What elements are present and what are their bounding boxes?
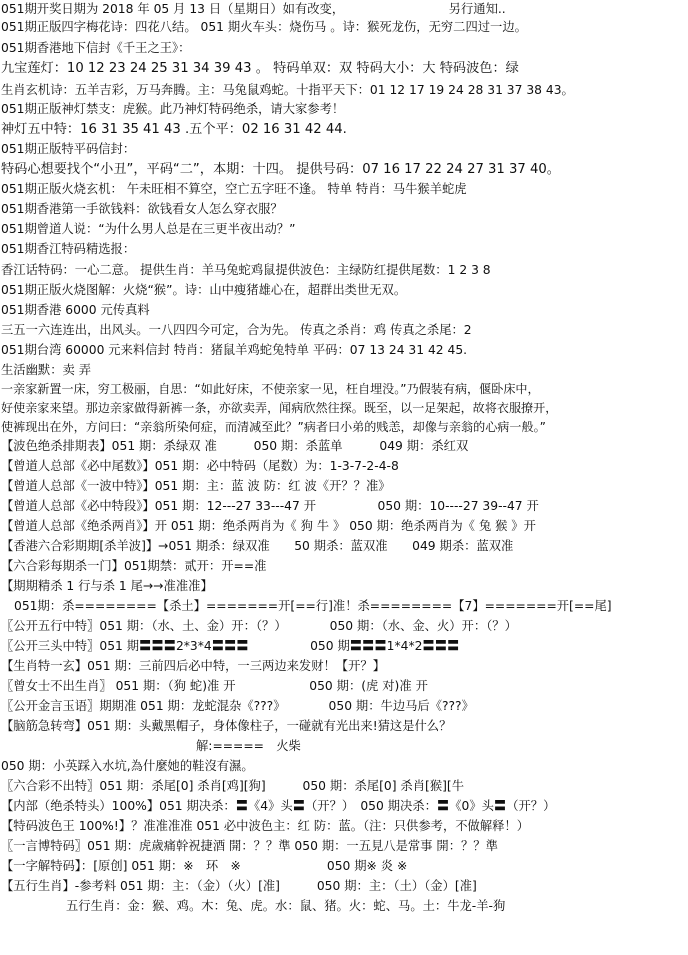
humor-title: 生活幽默：卖 弄	[1, 363, 91, 377]
humor-paragraph-line-2: 好使亲家来望。那边亲家做得新裤一条，亦欲卖弄，闻病欣然往探。既至，以一足架起，故将衣服撩开，	[1, 401, 558, 415]
brain-teaser-answer: 解:===== 火柴	[196, 739, 301, 753]
humor-paragraph-line-1: 一亲家新置一床，穷工极丽，自思：“如此好床，不使亲家一见，枉自埋没。”乃假装有病，偃卧床中，	[1, 382, 540, 396]
zeng-tail-digits: 【曾道人总部《必中尾数》】051 期：必中特码（尾数）为：1-3-7-2-4-8	[1, 459, 399, 473]
special-code-envelope-heading: 051期正版特平码信封：	[1, 142, 136, 156]
one-word-bet: 〖一言博特码〗051 期：虎歲痛幹祝捷酒 開：？？準 050 期：一五見八是常事 開：？？準	[1, 839, 498, 853]
wave-color-kill-schedule: 【波色绝杀排期表】051 期：杀绿双 准 050 期：杀蓝单 049 期：杀红双	[1, 439, 469, 453]
zeng-one-wave: 【曾道人总部《一波中特》】051 期：主：蓝 波 防：红 波《开？？准》	[1, 479, 391, 493]
one-character-solution: 【一字解特码】：[原创] 051 期：※ 环 ※ 050 期※ 炎 ※	[1, 859, 408, 873]
brain-teaser: 【脑筋急转弯】051 期：头戴黑帽子，身体像柱子，一碰就有光出来!猜这是什么？	[1, 719, 452, 733]
kill-row-tail-detail: 051期：杀========【杀土】=======开[==行]准！杀========【7】=======开[==尾]	[14, 599, 612, 613]
kill-one-gate: 【六合彩每期杀一门】051期禁：贰开：开==准	[1, 559, 267, 573]
internal-kill-head: 【内部（绝杀特头）100%】051 期决杀：〓《4》头〓（开？） 050 期决杀：〓《0》头〓（开？）	[1, 799, 556, 813]
hk-kill-sheep-wave: 【香港六合彩期期[杀羊波]】→051 期杀：绿双准 50 期杀：蓝双准 049 期杀：蓝双准	[1, 539, 514, 553]
taiwan-envelope-line: 051期台湾 60000 元来料信封 特肖：猪鼠羊鸡蛇兔特单 平码：07 13 24 31 42 45.	[1, 343, 468, 357]
nine-lotus-numbers-line: 九宝莲灯：10 12 23 24 25 31 34 39 43 。 特码单双：双 特码大小：大 特码波色：绿	[1, 61, 519, 76]
draw-date-line: 051期开奖日期为 2018 年 05 月 13 日（星期日）如有改变， 另行通知..	[1, 2, 506, 16]
no-special-zodiac: 〖六合彩不出特〗051 期：杀尾[0] 杀肖[鸡][狗] 050 期：杀尾[0] 杀肖[猴][牛	[1, 779, 465, 793]
wave-color-king: 【特码波色王 100%!】？准准准准 051 必中波色主：红 防：蓝。（注：只供参考，不做解释！）	[1, 819, 530, 833]
plum-poem-line: 051期正版四字梅花诗：四花八结。 051 期火车头：烧伤马 。诗：猴死龙伤，无穷二四过一边。	[1, 20, 527, 34]
ms-zeng-excluded-zodiac: 〖曾女士不出生肖〗 051 期：（狗 蛇)准 开 050 期：(虎 对)准 开	[1, 679, 428, 693]
golden-words: 〖公开金言玉语〗期期准 051 期：龙蛇混杂《???》 050 期：牛边马后《???》	[1, 699, 474, 713]
zodiac-mystery: 【生肖特一玄】051 期：三前四后必中特，一三两边来发财！【开？】	[1, 659, 385, 673]
previous-brain-teaser: 050 期：小英踩入水坑,為什麼她的鞋沒有濕。	[1, 759, 254, 773]
xiangjiang-heading: 051期香江特码精选报：	[1, 242, 136, 256]
little-clown-line: 特码心想要找个“小丑”，平码“二”，本期：十四。 提供号码：07 16 17 22 24 27 31 37 40。	[1, 162, 560, 177]
lamp-ban-line: 051期正版神灯禁支：虎猴。此乃神灯特码绝杀，请大家参考！	[1, 102, 345, 116]
desire-money-line: 051期香港第一手欲钱料：欲钱看女人怎么穿衣服？	[1, 202, 283, 216]
humor-paragraph-line-3: 使裤现出在外，方问曰：“亲翁所染何症，而清减至此？”病者曰小弟的贱恙，却像与亲翁的心病一般。”	[1, 420, 546, 434]
lamp-five-numbers-line: 神灯五中特：16 31 35 41 43 .五个平：02 16 31 42 44.	[1, 122, 347, 137]
five-elements-zodiac: 【五行生肖】-参考料 051 期：主：（金）（火）[准] 050 期：主：（土）（金）[准]	[1, 879, 477, 893]
five-elements-special: 〖公开五行中特〗051 期：（水、土、金）开：（？） 050 期：（水、金、火）开：（？）	[1, 619, 517, 633]
zodiac-riddle-line: 生肖玄机诗：五羊吉彩，万马奔腾。主：马兔鼠鸡蛇。十指平天下：01 12 17 19 24 28 31 37 38 43。	[1, 83, 574, 97]
zeng-kill-two-zodiac: 【曾道人总部《绝杀两肖》】开 051 期：绝杀两肖为《 狗 牛 》 050 期：绝杀两肖为《 兔 猴 》开	[1, 519, 536, 533]
five-elements-zodiac-legend: 五行生肖：金：猴、鸡。木：兔、虎。水：鼠、猪。火：蛇、马。土：牛龙-羊-狗	[66, 899, 506, 913]
zeng-daoren-line: 051期曾道人说：“为什么男人总是在三更半夜出动？”	[1, 222, 296, 236]
xiangjiang-detail-line: 香江话特码：一心二意。 提供生肖：羊马兔蛇鸡鼠提供波色：主绿防红提供尾数：1 2 3 8	[1, 263, 491, 277]
fire-chart-line: 051期正版火烧图解：火烧“猴”。诗：山中瘦猪雄心在，超群出类世无双。	[1, 283, 407, 297]
three-heads-special: 〖公开三头中特〗051 期〓〓〓2*3*4〓〓〓 050 期〓〓〓1*4*2〓〓〓	[1, 639, 460, 653]
hk-underground-envelope-heading: 051期香港地下信封《千王之王》：	[1, 41, 191, 55]
kill-row-tail-heading: 【期期精杀 1 行与杀 1 尾→→准准准】	[1, 579, 213, 593]
fire-mystery-line: 051期正版火烧玄机： 午未旺相不算空，空亡五字旺不逢。 特单 特肖：马牛猴羊蛇虎	[1, 182, 467, 196]
fax-kill-line: 三五一六连连出，出风头。一八四四今可定，合为先。 传真之杀肖：鸡 传真之杀尾：2	[1, 323, 472, 337]
zeng-special-range: 【曾道人总部《必中特段》】051 期：12---27 33---47 开 050 期：10----27 39--47 开	[1, 499, 539, 513]
hk-fax-heading: 051期香港 6000 元传真料	[1, 303, 150, 317]
